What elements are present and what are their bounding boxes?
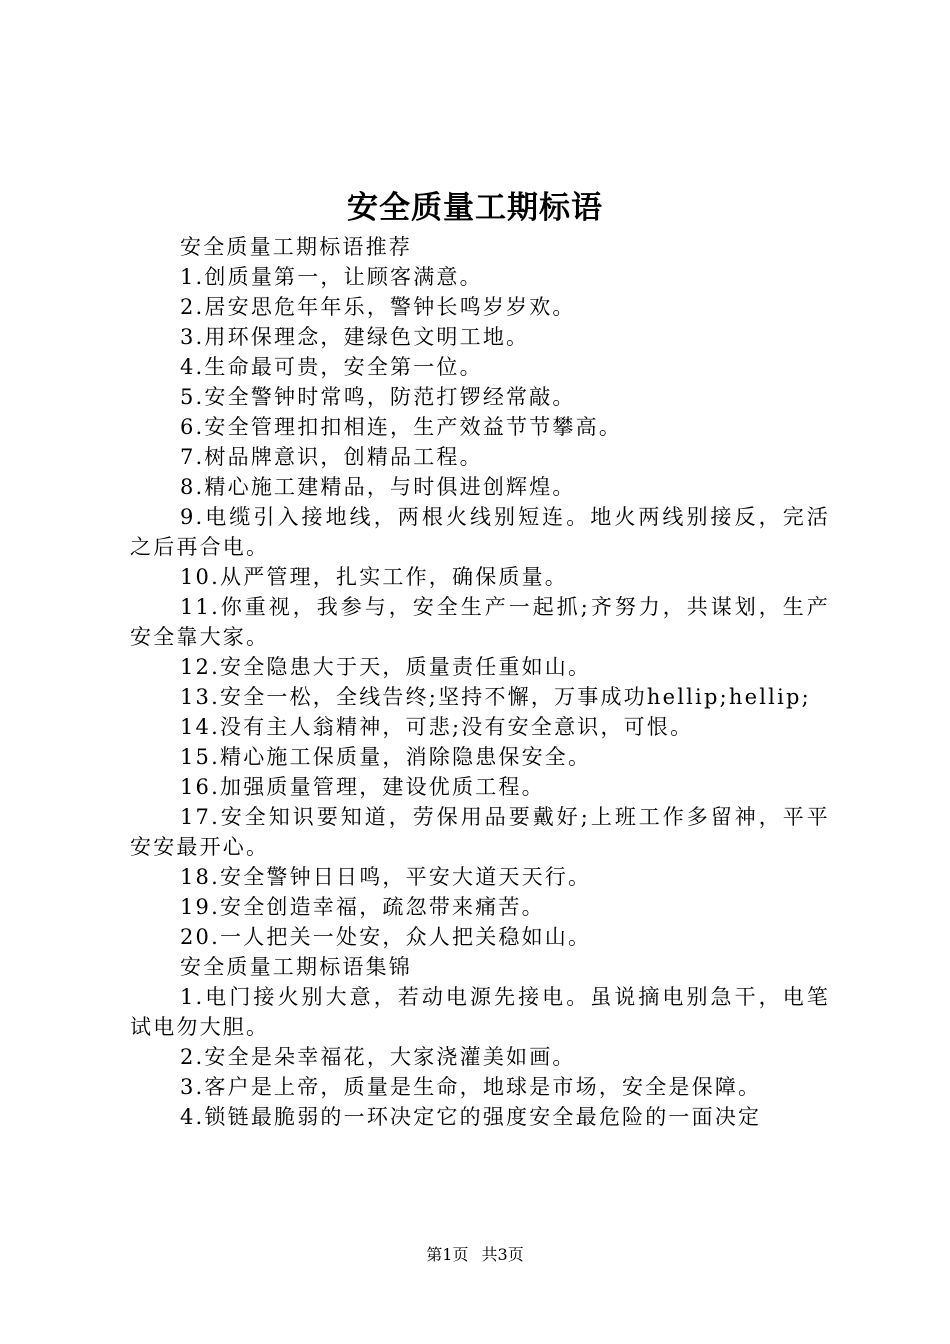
slogan-paragraph: 8.精心施工建精品，与时俱进创辉煌。 [180,475,576,499]
page-footer [0,1243,950,1267]
slogan-paragraph: 14.没有主人翁精神，可悲;没有安全意识，可恨。 [180,715,694,739]
slogan-paragraph: 19.安全创造幸福，疏忽带来痛苦。 [180,895,545,919]
slogan-paragraph: 18.安全警钟日日鸣，平安大道天天行。 [180,865,592,889]
slogan-paragraph: 17.安全知识要知道，劳保用品要戴好;上班工作多留神，平平安安最开心。 [130,805,830,859]
page-count: 共3页 [481,1245,524,1264]
document-body [130,232,830,1132]
section-heading: 安全质量工期标语推荐 [180,235,412,259]
slogan-paragraph: 7.树品牌意识，创精品工程。 [180,445,483,469]
slogan-paragraph: 16.加强质量管理，建设优质工程。 [180,775,545,799]
slogan-paragraph: 6.安全管理扣扣相连，生产效益节节攀高。 [180,415,623,439]
slogan-paragraph: 1.电门接火别大意，若动电源先接电。虽说摘电别急干，电笔试电勿大胆。 [130,985,830,1039]
slogan-paragraph: 4.生命最可贵，安全第一位。 [180,355,483,379]
slogan-paragraph: 1.创质量第一，让顾客满意。 [180,265,483,289]
page-number: 第1页 [426,1245,469,1264]
slogan-paragraph: 9.电缆引入接地线，两根火线别短连。地火两线别接反，完活之后再合电。 [130,505,830,559]
slogan-paragraph: 3.用环保理念，建绿色文明工地。 [180,325,530,349]
slogan-paragraph: 15.精心施工保质量，消除隐患保安全。 [180,745,592,769]
slogan-paragraph: 13.安全一松，全线告终;坚持不懈，万事成功hellip;hellip; [180,685,811,709]
slogan-paragraph: 4.锁链最脆弱的一环决定它的强度安全最危险的一面决定 [180,1105,762,1129]
slogan-paragraph: 10.从严管理，扎实工作，确保质量。 [180,565,568,589]
slogan-paragraph: 2.居安思危年年乐，警钟长鸣岁岁欢。 [180,295,576,319]
document-title: 安全质量工期标语 [347,190,603,226]
slogan-paragraph: 5.安全警钟时常鸣，防范打锣经常敲。 [180,385,576,409]
slogan-paragraph: 20.一人把关一处安，众人把关稳如山。 [180,925,592,949]
slogan-paragraph: 12.安全隐患大于天，质量责任重如山。 [180,655,592,679]
slogan-paragraph: 2.安全是朵幸福花，大家浇灌美如画。 [180,1045,576,1069]
slogan-paragraph: 3.客户是上帝，质量是生命，地球是市场，安全是保障。 [180,1075,762,1099]
slogan-paragraph: 11.你重视，我参与，安全生产一起抓;齐努力，共谋划，生产安全靠大家。 [130,595,830,649]
section-heading: 安全质量工期标语集锦 [180,955,412,979]
